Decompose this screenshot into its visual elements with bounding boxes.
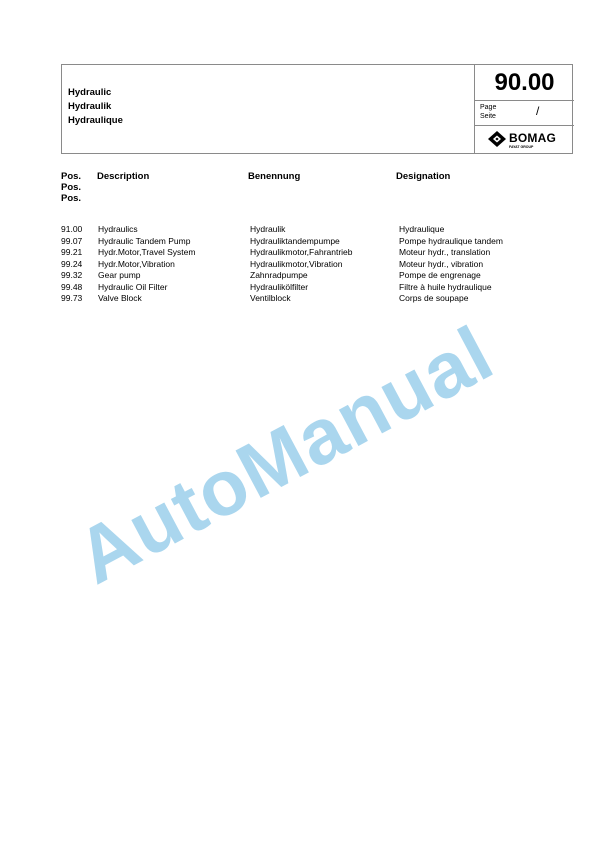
document-number: 90.00 bbox=[475, 65, 574, 101]
item-benennung: Hydraulikmotor,Fahrantrieb bbox=[250, 247, 353, 257]
item-pos: 99.21 bbox=[61, 247, 83, 257]
watermark: AutoManual bbox=[62, 308, 507, 601]
item-designation: Pompe hydraulique tandem bbox=[399, 235, 503, 246]
item-pos: 99.48 bbox=[61, 281, 83, 292]
item-description: Hydraulic Oil Filter bbox=[98, 281, 168, 292]
column-header-designation: Designation bbox=[396, 171, 451, 182]
header-right-column bbox=[474, 65, 574, 153]
item-benennung: Hydraulikmotor,Vibration bbox=[250, 258, 343, 269]
item-benennung: Hydraulik bbox=[250, 224, 286, 234]
item-description: Hydraulics bbox=[98, 224, 138, 234]
bomag-diamond-icon bbox=[487, 130, 507, 148]
item-designation: Hydraulique bbox=[399, 224, 445, 234]
item-benennung: Hydrauliktandempumpe bbox=[250, 235, 340, 246]
document-header bbox=[61, 64, 573, 154]
seite-label: Seite bbox=[480, 113, 496, 120]
title-french: Hydraulique bbox=[68, 115, 123, 126]
item-designation: Moteur hydr., translation bbox=[399, 247, 491, 257]
column-header-description: Description bbox=[97, 171, 150, 182]
item-description: Hydr.Motor,Travel System bbox=[98, 247, 196, 257]
item-designation: Pompe de engrenage bbox=[399, 270, 481, 280]
page-label: Page bbox=[480, 104, 497, 111]
logo-wordmark: BOMAG bbox=[509, 131, 556, 145]
item-benennung: Ventilblock bbox=[250, 293, 291, 303]
item-pos: 91.00 bbox=[61, 224, 83, 234]
item-description: Valve Block bbox=[98, 293, 142, 303]
page-number: / bbox=[536, 104, 540, 118]
section-titles bbox=[68, 86, 123, 128]
item-designation: Filtre à huile hydraulique bbox=[399, 281, 492, 292]
item-pos: 99.32 bbox=[61, 270, 83, 280]
pos-header-line: Pos. bbox=[61, 171, 82, 182]
item-description: Hydr.Motor,Vibration bbox=[98, 258, 175, 269]
page-box bbox=[475, 101, 574, 126]
column-header-benennung: Benennung bbox=[248, 171, 301, 182]
item-benennung: Hydraulikölfilter bbox=[250, 281, 309, 292]
item-description: Hydraulic Tandem Pump bbox=[98, 235, 191, 246]
item-designation: Corps de soupape bbox=[399, 293, 469, 303]
title-german: Hydraulik bbox=[68, 101, 112, 112]
bomag-logo bbox=[475, 126, 574, 153]
item-pos: 99.24 bbox=[61, 258, 83, 269]
column-header-pos bbox=[61, 171, 81, 204]
item-pos: 99.07 bbox=[61, 235, 83, 246]
item-benennung: Zahnradpumpe bbox=[250, 270, 308, 280]
item-designation: Moteur hydr., vibration bbox=[399, 258, 484, 269]
item-description: Gear pump bbox=[98, 270, 141, 280]
item-pos: 99.73 bbox=[61, 293, 83, 303]
pos-header-line: Pos. bbox=[61, 182, 82, 193]
logo-subtext: FAYAT GROUP bbox=[509, 145, 534, 149]
title-english: Hydraulic bbox=[68, 87, 112, 98]
pos-header-line: Pos. bbox=[61, 193, 82, 204]
